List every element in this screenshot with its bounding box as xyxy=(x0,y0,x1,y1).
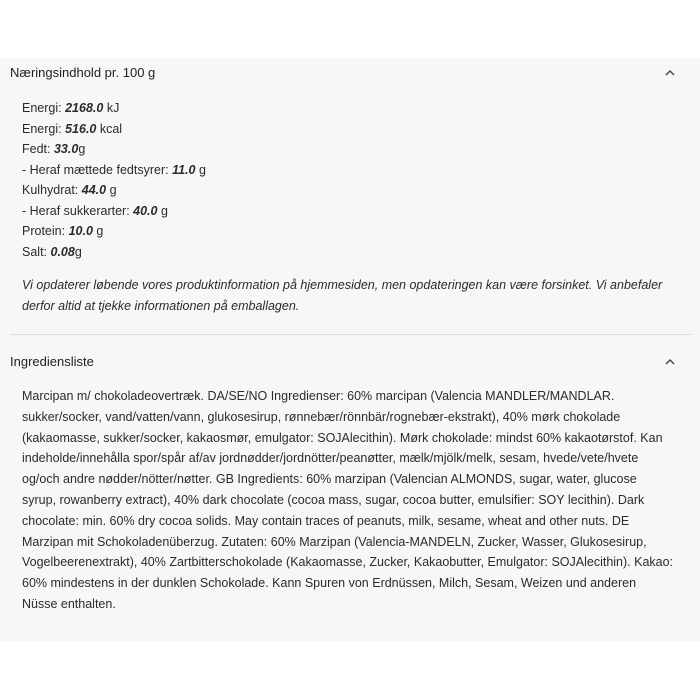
nutrition-disclaimer: Vi opdaterer løbende vores produktinformation på hjemmesiden, men opdateringen kan være forsinket. Vi anbefaler derfor altid at tjekke informationen på emballagen. xyxy=(22,278,663,313)
nutrition-row xyxy=(22,98,662,119)
nutrition-row xyxy=(22,180,662,201)
nutrition-row xyxy=(22,221,662,242)
nutrition-row xyxy=(22,160,662,181)
section-divider xyxy=(10,334,692,335)
ingredients-text: Marcipan m/ chokoladeovertræk. DA/SE/NO Ingredienser: 60% marcipan (Valencia MANDLER/MANDLAR. sukker/socker, vand/vatten/vann, glukosesirup, rønnebær/rönnbär/rognebær-ekstrakt), 40% mørk chokolade (kakaomasse, sukker/socker, kakaosmør, emulgator: SOJAlecithin). Mørk chokolade: mindst 60% kakaotørstof. Kan indeholde/innehålla spor/spår af/av jordnødder/jordnötter/peanøtter, mælk/mjölk/melk, sesam, hvede/vete/hvete og/och andre nødder/nötter/nøtter. GB Ingredients: 60% marzipan (Valencian ALMONDS, sugar, water, glucose syrup, rowanberry extract), 40% dark chocolate (cocoa mass, sugar, cocoa butter, emulsifier: SOY lecithin). Dark chocolate: min. 60% dry cocoa solids. May contain traces of peanuts, milk, sesame, wheat and other nuts. DE Marzipan mit Schokoladenüberzug. Zutaten: 60% Marzipan (Valencia-MANDELN, Zucker, Wasser, Glukosesirup, Vogelbeerenextrakt), 40% Zartbitterschokolade (Kakaomasse, Zucker, Kakaobutter, Emulgator: SOJAlecithin). Kakao: 60% mindestens in der dunklen Schokolade. Kann Spuren von Erdnüssen, Milch, Sesam, Weizen und anderen Nüsse enthalten. xyxy=(22,389,674,611)
nutrition-list xyxy=(22,98,662,262)
nutrient-unit: g xyxy=(160,203,168,218)
nutrient-unit: kJ xyxy=(106,101,120,115)
nutrient-label: Protein: xyxy=(22,224,66,238)
nutrient-unit: g xyxy=(198,162,206,177)
nutrient-label: Salt: xyxy=(22,244,48,259)
nutrient-value: 33.0 xyxy=(53,142,79,156)
nutrient-value: 44.0 xyxy=(81,183,107,197)
nutrition-section-title: Næringsindhold pr. 100 g xyxy=(10,64,156,80)
nutrient-label: Fedt: xyxy=(22,142,51,156)
nutrient-label: Kulhydrat: xyxy=(22,183,79,197)
chevron-up-icon[interactable] xyxy=(662,64,678,80)
nutrient-value: 10.0 xyxy=(68,224,93,238)
nutrient-label: Energi: xyxy=(22,121,62,136)
chevron-up-icon[interactable] xyxy=(662,353,678,369)
nutrient-label: Energi: xyxy=(22,101,62,115)
ingredients-section-title: Ingrediensliste xyxy=(10,353,94,369)
nutrition-row xyxy=(22,119,662,140)
nutrient-value: 40.0 xyxy=(133,203,158,218)
ingredients-section-header[interactable] xyxy=(10,349,692,373)
nutrient-unit: g xyxy=(74,244,82,259)
nutrient-value: 516.0 xyxy=(65,121,97,136)
nutrient-unit: kcal xyxy=(99,121,123,136)
nutrient-value: 2168.0 xyxy=(65,101,104,115)
nutrient-unit: g xyxy=(78,142,86,156)
nutrition-row xyxy=(22,139,662,160)
nutrient-value: 0.08 xyxy=(50,244,75,259)
nutrient-unit: g xyxy=(96,224,104,238)
nutrition-row xyxy=(22,201,662,222)
nutrient-label: - Heraf mættede fedtsyrer: xyxy=(22,162,169,177)
nutrient-unit: g xyxy=(109,183,117,197)
nutrition-row xyxy=(22,242,662,263)
nutrient-label: - Heraf sukkerarter: xyxy=(22,203,130,218)
nutrient-value: 11.0 xyxy=(172,162,196,177)
nutrition-section-header[interactable] xyxy=(10,60,692,84)
